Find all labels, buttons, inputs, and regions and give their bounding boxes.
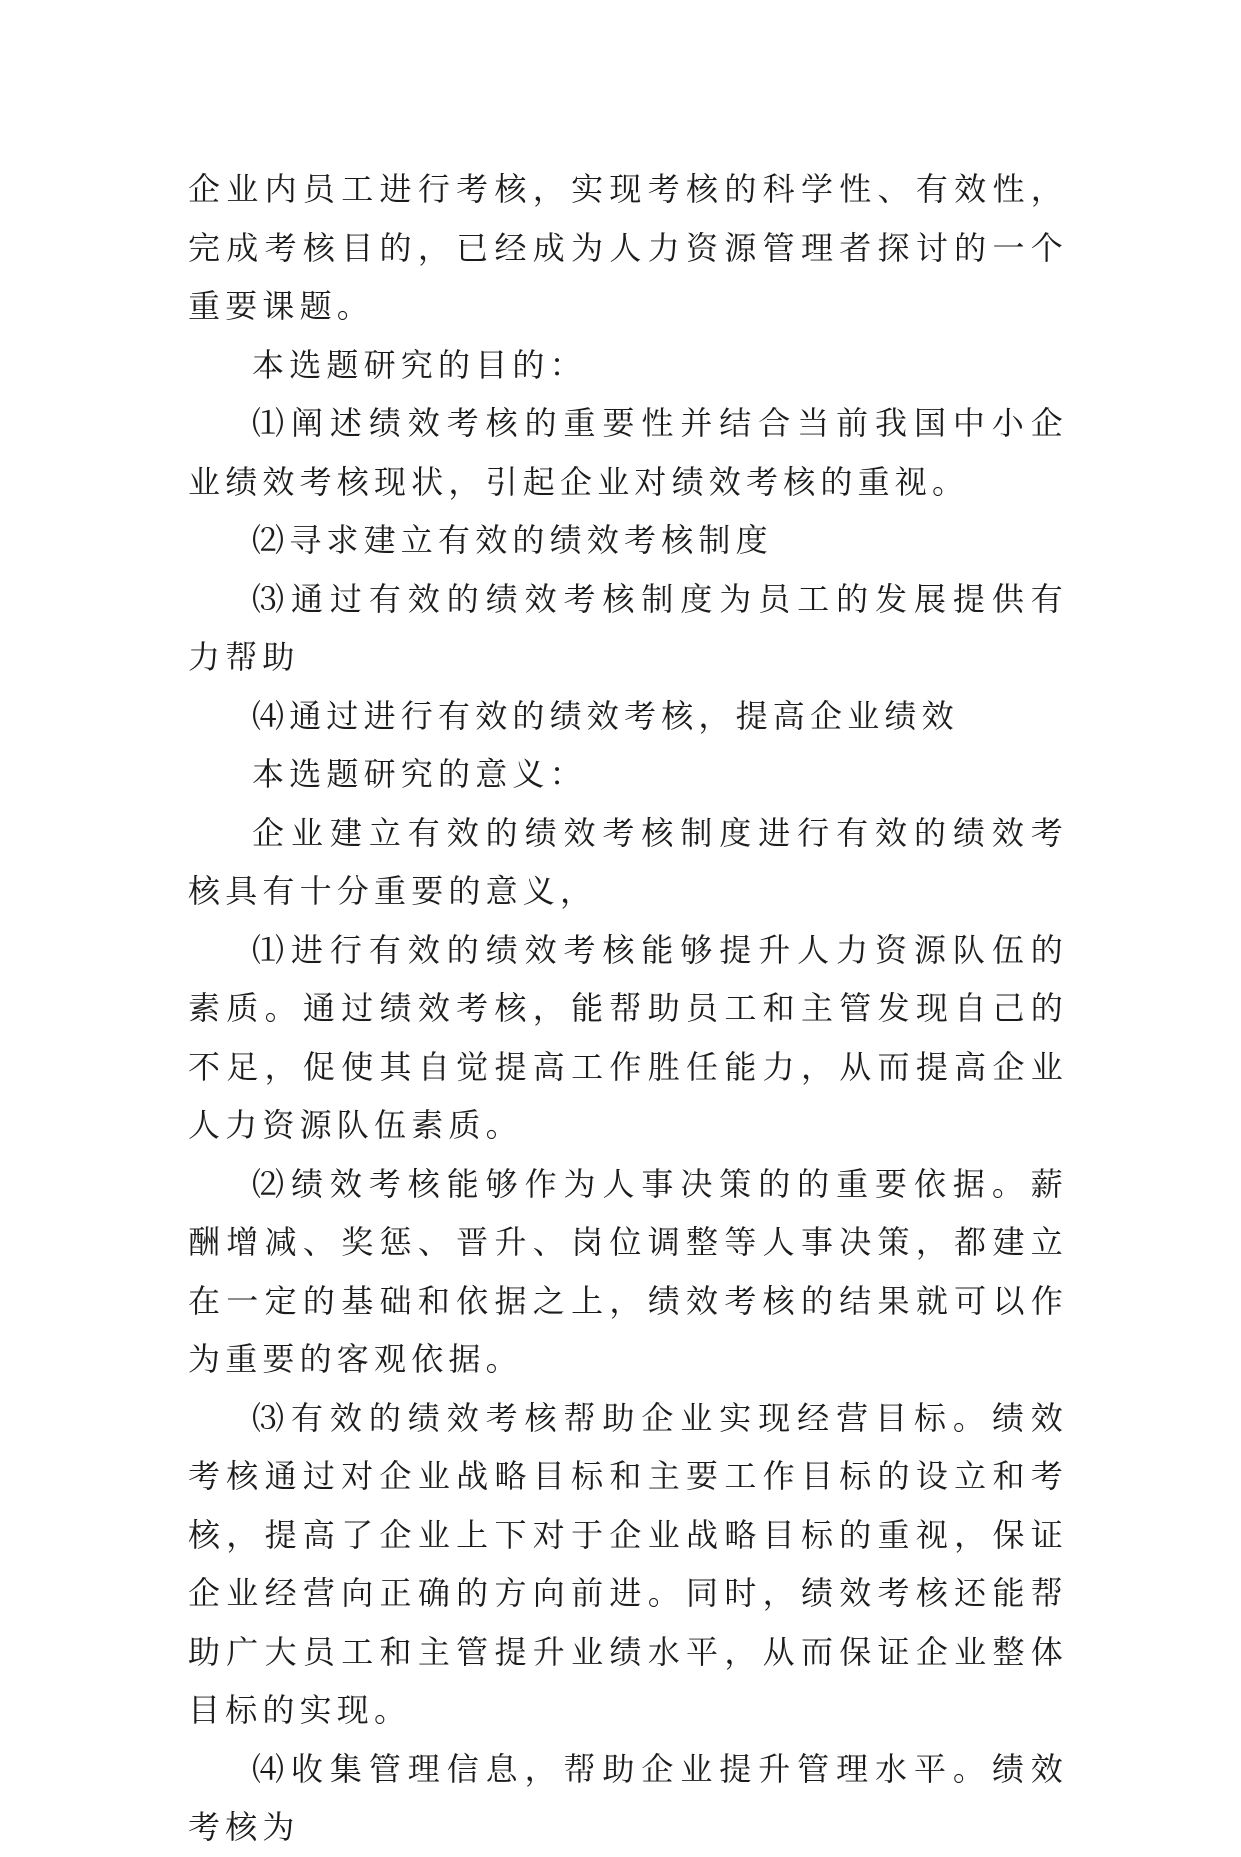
paragraph-3: ⑴阐述绩效考核的重要性并结合当前我国中小企业绩效考核现状，引起企业对绩效考核的重视。 bbox=[188, 404, 1068, 501]
paragraph-12: ⑷收集管理信息，帮助企业提升管理水平。绩效考核为 bbox=[188, 1749, 1068, 1846]
paragraph-9: ⑴进行有效的绩效考核能够提升人力资源队伍的素质。通过绩效考核，能帮助员工和主管发现自己的不足，促使其自觉提高工作胜任能力，从而提高企业人力资源队伍素质。 bbox=[188, 930, 1068, 1144]
paragraph-5: ⑶通过有效的绩效考核制度为员工的发展提供有力帮助 bbox=[188, 579, 1068, 676]
paragraph-8: 企业建立有效的绩效考核制度进行有效的绩效考核具有十分重要的意义， bbox=[188, 813, 1068, 910]
paragraph-6: ⑷通过进行有效的绩效考核，提高企业绩效 bbox=[252, 696, 959, 735]
paragraph-11: ⑶有效的绩效考核帮助企业实现经营目标。绩效考核通过对企业战略目标和主要工作目标的设立和考核，提高了企业上下对于企业战略目标的重视，保证企业经营向正确的方向前进。同时，绩效考核还能帮助广大员工和主管提升业绩水平，从而保证企业整体目标的实现。 bbox=[188, 1398, 1068, 1729]
document-body bbox=[188, 160, 1068, 1857]
paragraph-10: ⑵绩效考核能够作为人事决策的的重要依据。薪酬增减、奖惩、晋升、岗位调整等人事决策，都建立在一定的基础和依据之上，绩效考核的结果就可以作为重要的客观依据。 bbox=[188, 1164, 1068, 1378]
paragraph-2: 本选题研究的目的： bbox=[252, 345, 587, 384]
paragraph-1: 企业内员工进行考核，实现考核的科学性、有效性，完成考核目的，已经成为人力资源管理者探讨的一个重要课题。 bbox=[188, 170, 1068, 325]
paragraph-4: ⑵寻求建立有效的绩效考核制度 bbox=[252, 521, 773, 559]
paragraph-7: 本选题研究的意义： bbox=[252, 755, 587, 793]
